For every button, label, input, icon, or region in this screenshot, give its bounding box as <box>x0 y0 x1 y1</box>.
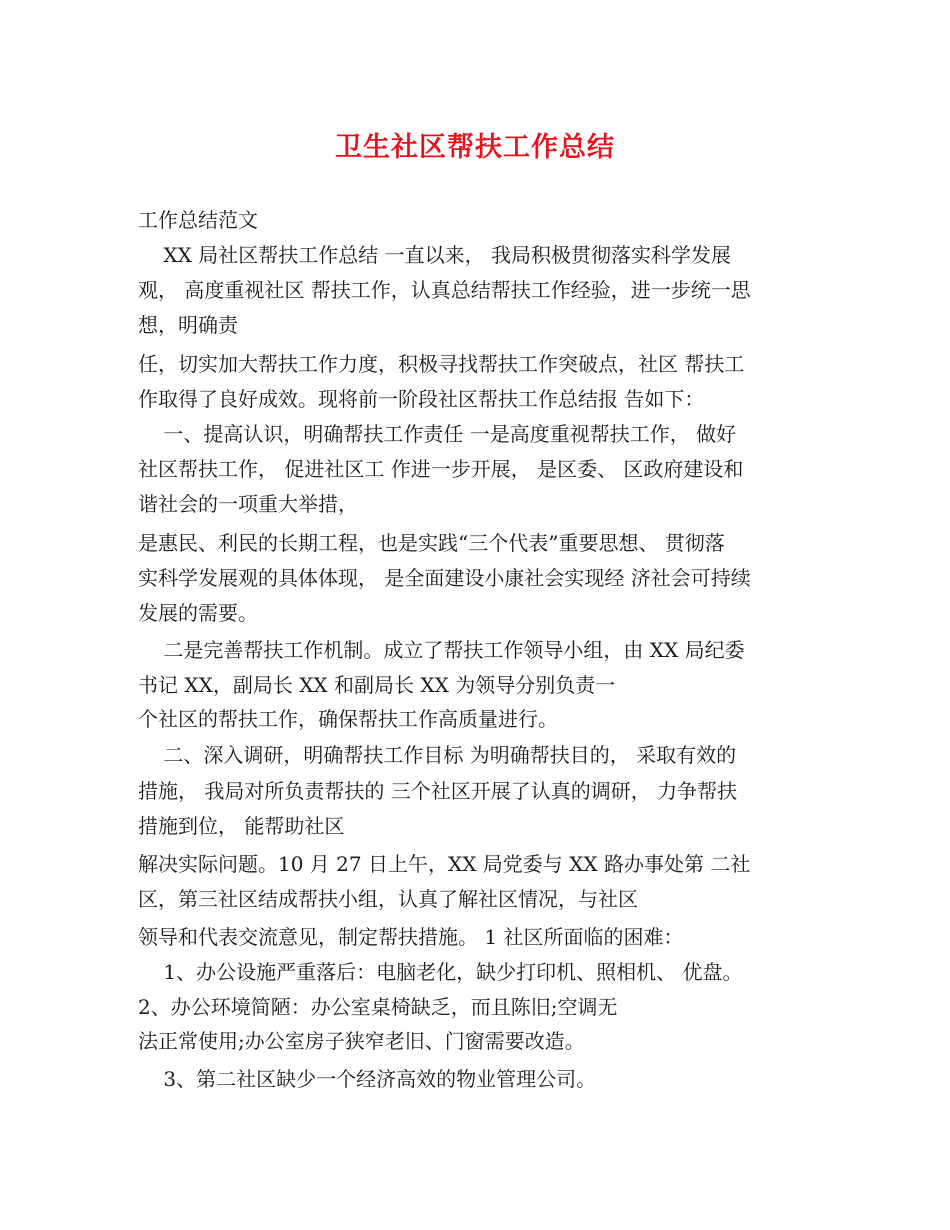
text-line: 法正常使用;办公室房子狭窄老旧、门窗需要改造。 <box>138 1029 585 1053</box>
text-line: 社区帮扶工作， 促进社区工 作进一步开展， 是区委、 区政府建设和 <box>138 457 744 481</box>
text-line: 2、办公环境简陋：办公室桌椅缺乏，而且陈旧;空调无 <box>138 995 618 1019</box>
text-line: 作取得了良好成效。现将前一阶段社区帮扶工作总结报 告如下： <box>138 387 705 411</box>
text-line: 工作总结范文 <box>138 208 258 232</box>
text-line: 实科学发展观的具体体现， 是全面建设小康社会实现经 济社会可持续 <box>138 566 751 590</box>
text-line: 发展的需要。 <box>138 601 258 625</box>
text-line: 1、办公设施严重落后：电脑老化，缺少打印机、照相机、 优盘。 <box>138 960 743 984</box>
text-line: 观， 高度重视社区 帮扶工作，认真总结帮扶工作经验，进一步统一思 <box>138 278 751 302</box>
text-line: 二是完善帮扶工作机制。成立了帮扶工作领导小组，由 XX 局纪委 <box>138 638 745 662</box>
text-line: 区，第三社区结成帮扶小组，认真了解社区情况，与社区 <box>138 887 638 911</box>
text-line: 领导和代表交流意见，制定帮扶措施。 1 社区所面临的困难： <box>138 925 684 949</box>
text-line: XX 局社区帮扶工作总结 一直以来， 我局积极贯彻落实科学发展 <box>138 243 731 267</box>
document-title: 卫生社区帮扶工作总结 <box>335 132 615 163</box>
text-line: 3、第二社区缺少一个经济高效的物业管理公司。 <box>138 1067 597 1091</box>
text-line: 谐社会的一项重大举措， <box>138 492 358 516</box>
text-line: 是惠民、利民的长期工程，也是实践“三个代表”重要思想、 贯彻落 <box>138 531 725 555</box>
text-line: 任，切实加大帮扶工作力度，积极寻找帮扶工作突破点，社区 帮扶工 <box>138 352 745 376</box>
text-line: 书记 XX，副局长 XX 和副局长 XX 为领导分别负责一 <box>138 673 616 697</box>
text-line: 解决实际问题。10 月 27 日上午，XX 局党委与 XX 路办事处第 二社 <box>138 852 751 876</box>
text-line: 想，明确责 <box>138 313 238 337</box>
text-line: 一、提高认识，明确帮扶工作责任 一是高度重视帮扶工作， 做好 <box>138 422 737 446</box>
text-line: 二、深入调研，明确帮扶工作目标 为明确帮扶目的， 采取有效的 <box>138 743 737 767</box>
text-line: 措施， 我局对所负责帮扶的 三个社区开展了认真的调研， 力争帮扶 <box>138 779 738 803</box>
text-line: 个社区的帮扶工作，确保帮扶工作高质量进行。 <box>138 707 558 731</box>
text-line: 措施到位， 能帮助社区 <box>138 814 345 838</box>
